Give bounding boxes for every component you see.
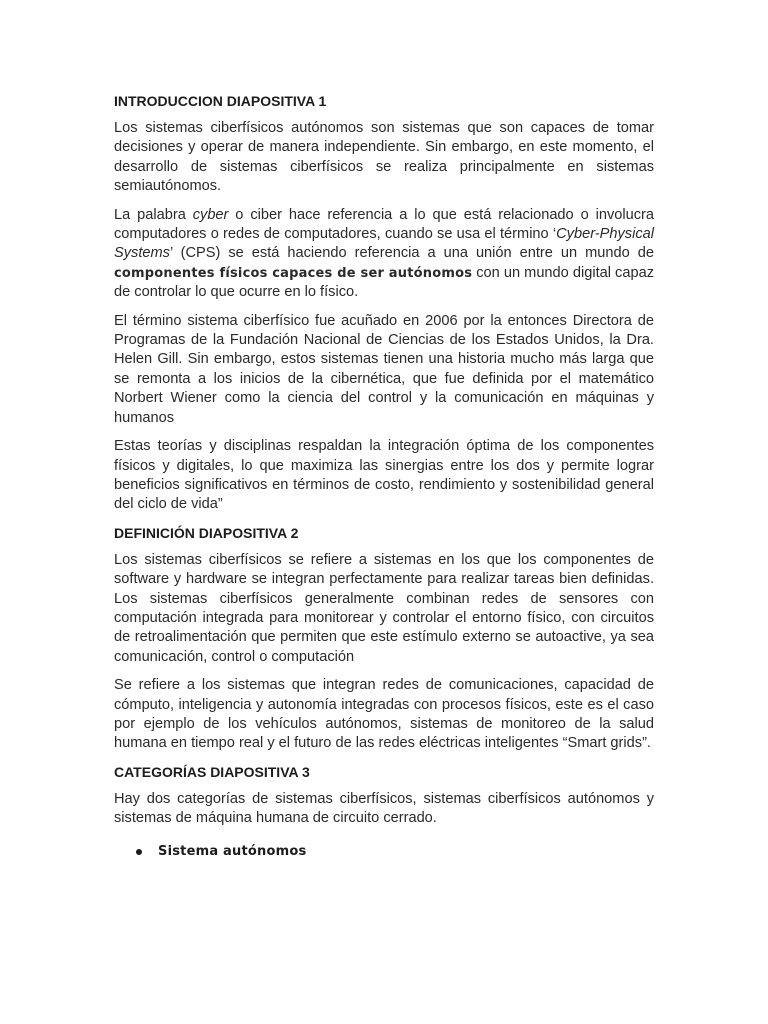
bold-term: componentes físicos capaces de ser autónomos (114, 265, 473, 281)
list-item-label: Sistema autónomos (158, 843, 307, 859)
paragraph: Estas teorías y disciplinas respaldan la integración óptima de los componentes físicos y digitales, lo que maximiza las sinergias entre los dos y permite lograr beneficios significativos en términos de costo, rendimiento y sostenibilidad general del ciclo de vida” (114, 438, 654, 513)
section-introduccion (114, 92, 654, 515)
section-heading: INTRODUCCION DIAPOSITIVA 1 (114, 93, 327, 109)
list-item (136, 843, 654, 861)
text-run: o ciber hace referencia a lo que está relacionado o involucra computadores o redes de computadores, cuando se usa el término ‘ (114, 206, 654, 243)
text-run: La palabra (114, 206, 193, 223)
paragraph: Los sistemas ciberfísicos autónomos son sistemas que son capaces de tomar decisiones y operar de manera independiente. Sin embargo, en este momento, el desarrollo de sistemas ciberfísicos se realiza principalmente en sistemas semiautónomos. (114, 120, 654, 195)
paragraph-cyber-definition (114, 206, 654, 303)
text-run: con un mundo digital capaz de controlar lo que ocurre en lo físico. (114, 264, 654, 301)
paragraph: Hay dos categorías de sistemas ciberfísicos, sistemas ciberfísicos autónomos y sistemas de máquina humana de circuito cerrado. (114, 790, 654, 827)
section-categorias (114, 763, 654, 861)
section-definicion (114, 524, 654, 754)
text-run: ’ (CPS) se está haciendo referencia a una unión entre un mundo de (169, 245, 654, 262)
section-heading: CATEGORÍAS DIAPOSITIVA 3 (114, 763, 310, 780)
bullet-icon (136, 849, 142, 855)
paragraph: El término sistema ciberfísico fue acuñado en 2006 por la entonces Directora de Programas de la Fundación Nacional de Ciencias de los Estados Unidos, la Dra. Helen Gill. Sin embargo, estos sistemas tienen una historia mucho más larga que se remonta a los inicios de la cibernética, que fue definida por el matemático Norbert Wiener como la ciencia del control y la comunicación en máquinas y humanos (114, 312, 654, 426)
paragraph: Se refiere a los sistemas que integran redes de comunicaciones, capacidad de cómputo, inteligencia y autonomía integradas con procesos físicos, este es el caso por ejemplo de los vehículos autónomos, sistemas de monitoreo de la salud humana en tiempo real y el futuro de las redes eléctricas inteligentes “Smart grids”. (114, 677, 654, 752)
bullet-list (114, 843, 654, 861)
italic-term: Cyber-Physical Systems (114, 226, 654, 262)
italic-term: cyber (192, 206, 229, 223)
section-heading: DEFINICIÓN DIAPOSITIVA 2 (114, 524, 299, 541)
paragraph: Los sistemas ciberfísicos se refiere a sistemas en los que los componentes de software y hardware se integran perfectamente para realizar tareas bien definidas. Los sistemas ciberfísicos generalmente combinan redes de sensores con computación integrada para monitorear y controlar el entorno físico, con circuitos de retroalimentación que permiten que este estímulo externo se autoactive, ya sea comunicación, control o computación (114, 551, 654, 665)
